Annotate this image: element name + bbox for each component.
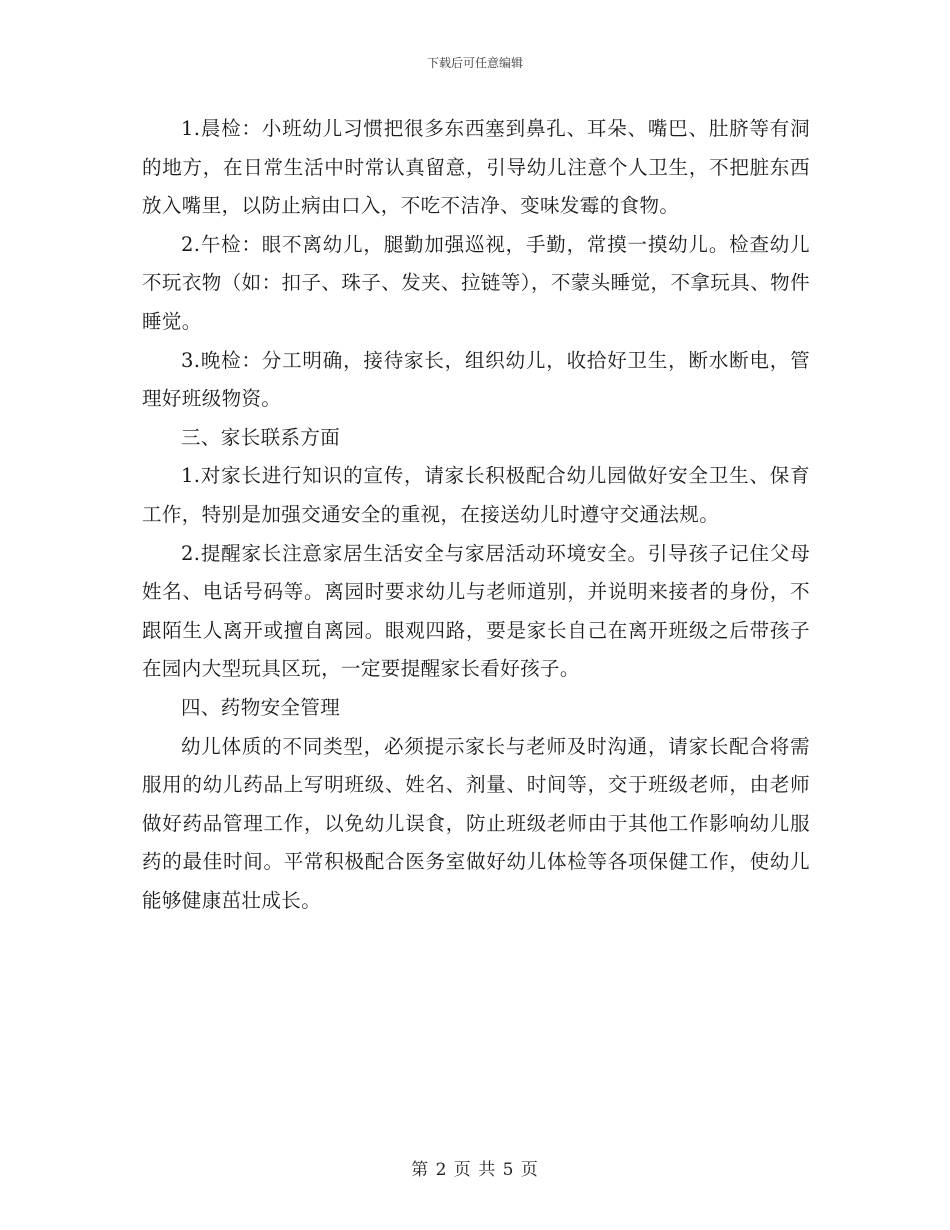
section-heading-parent-contact: 三、家长联系方面 [181, 425, 341, 449]
paragraph-evening-check: 3.晚检：分工明确，接待家长，组织幼儿，收拾好卫生，断水断电，管理好班级物资。 [142, 348, 810, 411]
page-number: 第 2 页 共 5 页 [411, 1160, 539, 1180]
paragraph-parent-education: 1.对家长进行知识的宣传，请家长积极配合幼儿园做好安全卫生、保育工作，特别是加强交通安全的重视，在接送幼儿时遵守交通法规。 [142, 464, 810, 526]
document-body [142, 110, 810, 920]
header-note: 下载后可任意编辑 [426, 56, 523, 70]
paragraph-home-safety: 2.提醒家长注意家居生活安全与家居活动环境安全。引导孩子记住父母姓名、电话号码等。离园时要求幼儿与老师道别，并说明来接者的身份，不跟陌生人离开或擅自离园。眼观四路，要是家长自己在离开班级之后带孩子在园内大型玩具区玩，一定要提醒家长看好孩子。 [142, 541, 810, 681]
paragraph-morning-check: 1.晨检：小班幼儿习惯把很多东西塞到鼻孔、耳朵、嘴巴、肚脐等有洞的地方，在日常生活中时常认真留意，引导幼儿注意个人卫生，不把脏东西放入嘴里，以防止病由口入，不吃不洁净、变味发霉的食物。 [142, 117, 810, 218]
paragraph-noon-check: 2.午检：眼不离幼儿，腿勤加强巡视，手勤，常摸一摸幼儿。检查幼儿不玩衣物（如：扣子、珠子、发夹、拉链等），不蒙头睡觉，不拿玩具、物件睡觉。 [142, 232, 810, 333]
paragraph-medicine-management: 幼儿体质的不同类型，必须提示家长与老师及时沟通，请家长配合将需服用的幼儿药品上写明班级、姓名、剂量、时间等，交于班级老师，由老师做好药品管理工作，以免幼儿误食，防止班级老师由于其他工作影响幼儿服药的最佳时间。平常积极配合医务室做好幼儿体检等各项保健工作，使幼儿能够健康茁壮成长。 [142, 734, 810, 912]
section-heading-medicine-safety: 四、药物安全管理 [181, 695, 341, 719]
